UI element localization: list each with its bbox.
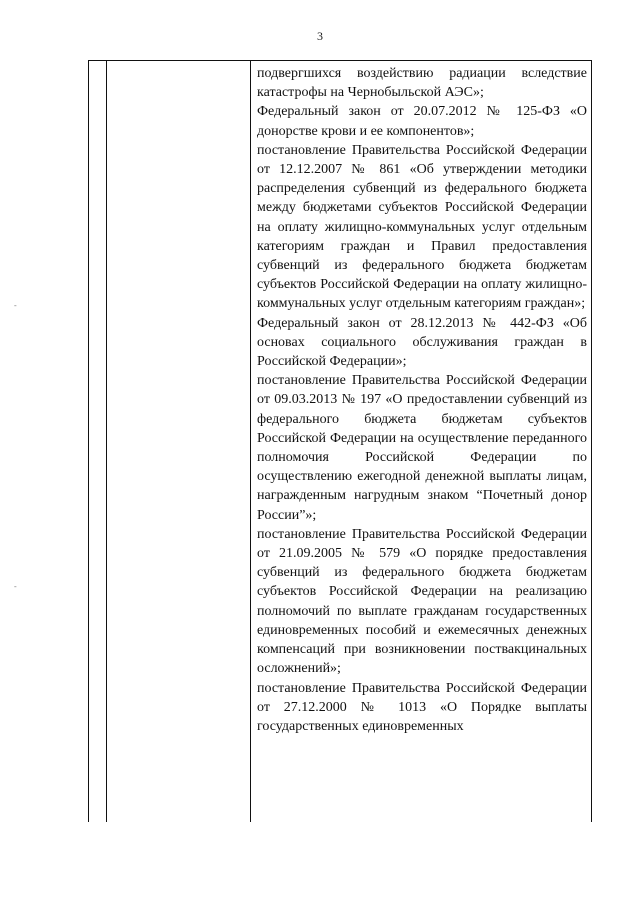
column-divider — [250, 61, 251, 822]
legal-basis-cell — [257, 64, 587, 736]
legal-entry: постановление Правительства Российской Федерации от 09.03.2013 № 197 «О предоставлении субвенций из федерального бюджета бюджетам субъектов Российской Федерации на осуществление переданного полномочия Российской Федерации по осуществлению ежегодной денежной выплаты лицам, награжденным нагрудным знаком “Почетный донор России”»; — [257, 373, 587, 523]
margin-tick: - — [14, 301, 17, 310]
page-number: 3 — [317, 29, 323, 43]
margin-tick: - — [14, 582, 17, 591]
legal-entry: постановление Правительства Российской Федерации от 27.12.2000 № 1013 «О Порядке выплаты государственных единовременных — [257, 680, 587, 734]
legal-entry: постановление Правительства Российской Федерации от 12.12.2007 № 861 «Об утверждении методики распределения субвенций из федерального бюджета между бюджетами субъектов Российской Федерации на оплату жилищно-коммунальных услуг отдельным категориям граждан и Правил предоставления субвенций из федерального бюджета бюджетам субъектов Российской Федерации на оплату жилищно-коммунальных услуг отдельным категориям граждан»; — [257, 142, 587, 312]
column-divider — [106, 61, 107, 822]
legal-entry: подвергшихся воздействию радиации вследствие катастрофы на Чернобыльской АЭС»; — [257, 66, 587, 101]
legal-entry: Федеральный закон от 28.12.2013 № 442-ФЗ «Об основах социального обслуживания граждан в Российской Федерации»; — [257, 315, 587, 370]
document-table — [88, 60, 592, 822]
legal-entry: постановление Правительства Российской Федерации от 21.09.2005 № 579 «О порядке предоставления субвенций из федерального бюджета бюджетам субъектов Российской Федерации на реализацию полномочий по выплате гражданам государственных единовременных пособий и ежемесячных денежных компенсаций при возникновении поствакцинальных осложнений»; — [257, 526, 587, 677]
legal-entry: Федеральный закон от 20.07.2012 № 125-ФЗ «О донорстве крови и ее компонентов»; — [257, 104, 587, 139]
